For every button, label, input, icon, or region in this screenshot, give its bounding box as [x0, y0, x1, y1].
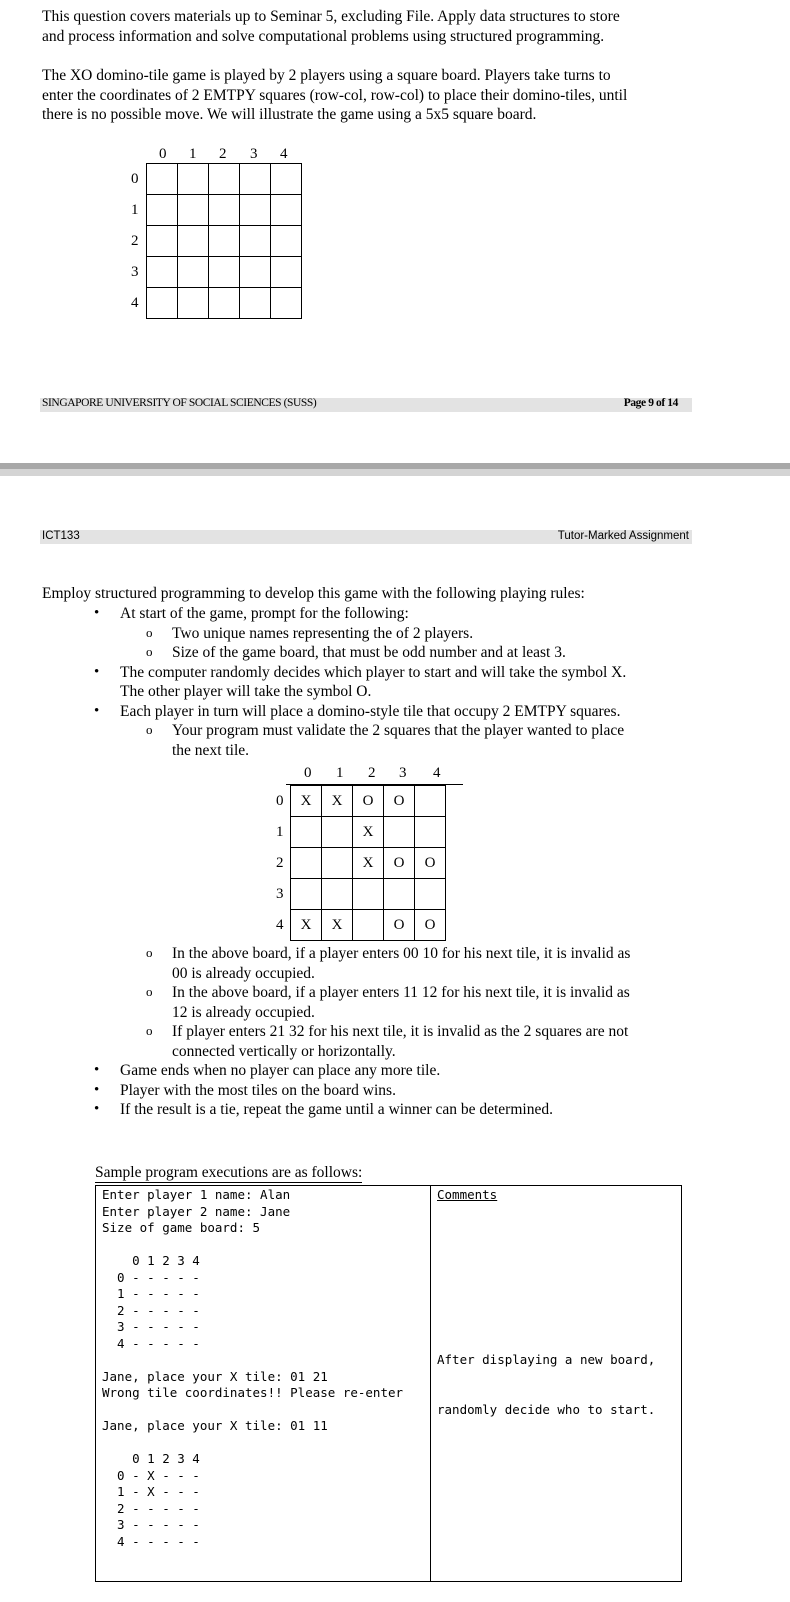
board-cell — [239, 256, 271, 288]
board-cell — [146, 194, 178, 226]
board-cell: O — [383, 847, 415, 879]
board-cell — [270, 256, 302, 288]
intro-paragraph — [42, 7, 742, 46]
board-cell — [239, 225, 271, 257]
bullet-winner: • Player with the most tiles on the board wins. — [42, 1081, 762, 1101]
header-course-code: ICT133 — [42, 530, 80, 542]
board-cell — [414, 785, 446, 817]
intro-line: and process information and solve computational problems using structured programming. — [42, 27, 605, 45]
board-cell — [239, 287, 271, 319]
footer-page-number: Page 9 of 14 — [623, 397, 678, 409]
board-cell — [208, 194, 240, 226]
board-cell — [321, 816, 353, 848]
board-cell — [177, 194, 209, 226]
page-footer — [40, 398, 692, 412]
row-label: 1 — [131, 202, 139, 218]
example-line: o In the above board, if a player enters 11 12 for his next tile, it is invalid as — [172, 984, 630, 1001]
sub-bullet-names: o Two unique names representing the of 2 players. — [42, 624, 762, 644]
example-line: 00 is already occupied. — [172, 964, 315, 982]
example-line: 12 is already occupied. — [172, 1003, 315, 1021]
empty-board-grid — [146, 163, 302, 319]
game-description-paragraph — [42, 66, 742, 125]
board-cell — [352, 909, 384, 941]
board-cell: O — [383, 909, 415, 941]
col-label: 1 — [189, 146, 197, 162]
board-cell — [208, 225, 240, 257]
sub-bullet-example-not-connected — [42, 1022, 762, 1061]
board-cell — [270, 225, 302, 257]
board-cell — [208, 287, 240, 319]
validate-line: o Your program must validate the 2 squares that the player wanted to place — [172, 722, 625, 739]
board-cell — [383, 816, 415, 848]
col-label: 1 — [336, 765, 344, 781]
example-line: o In the above board, if a player enters 00 10 for his next tile, it is invalid as — [172, 945, 631, 962]
board-cell — [208, 256, 240, 288]
example-line: connected vertically or horizontally. — [172, 1042, 396, 1060]
bullet-random — [42, 663, 762, 702]
bullet-random-line: • The computer randomly decides which player to start and will take the symbol X. — [120, 663, 627, 681]
board-cell — [383, 878, 415, 910]
bullet-start: • At start of the game, prompt for the following: — [42, 604, 762, 624]
bullet-random-line: The other player will take the symbol O. — [120, 683, 372, 700]
board-cell — [177, 287, 209, 319]
example-line: o If player enters 21 32 for his next tile, it is invalid as the 2 squares are not — [172, 1023, 629, 1040]
page-separator-shadow — [0, 469, 790, 476]
board-cell: O — [383, 785, 415, 817]
game-line: there is no possible move. We will illustrate the game using a 5x5 square board. — [42, 106, 537, 123]
board-cell — [270, 287, 302, 319]
board-cell — [270, 163, 302, 195]
sub-bullet-validate — [42, 721, 762, 760]
row-label: 2 — [131, 233, 139, 249]
rules-list — [42, 604, 762, 760]
empty-board-diagram — [118, 146, 318, 334]
row-label: 2 — [276, 855, 284, 871]
page-header — [40, 530, 692, 544]
validate-line: the next tile. — [172, 741, 250, 759]
footer-institution: SINGAPORE UNIVERSITY OF SOCIAL SCIENCES (SUSS) — [42, 397, 317, 409]
sub-bullet-example-occupied-00 — [42, 944, 762, 983]
rules-intro: Employ structured programming to develop this game with the following playing rules: — [42, 585, 585, 602]
board-cell — [290, 878, 322, 910]
bullet-tie: • If the result is a tie, repeat the game until a winner can be determined. — [42, 1100, 762, 1120]
board-cell: X — [321, 909, 353, 941]
board-cell: X — [290, 785, 322, 817]
bullet-tile: • Each player in turn will place a domino-style tile that occupy 2 EMTPY squares. — [42, 702, 762, 722]
comment-line: randomly decide who to start. — [437, 1401, 656, 1417]
row-label: 3 — [276, 886, 284, 902]
col-label: 4 — [280, 146, 288, 162]
sub-bullet-example-occupied-12 — [42, 983, 762, 1022]
bullet-game-end: • Game ends when no player can place any more tile. — [42, 1061, 762, 1081]
board-cell — [146, 225, 178, 257]
row-label: 3 — [131, 264, 139, 280]
sample-caption: Sample program executions are as follows: — [95, 1164, 363, 1181]
board-cell: O — [352, 785, 384, 817]
board-cell: X — [352, 847, 384, 879]
intro-line: This question covers materials up to Seminar 5, excluding File. Apply data structures to store — [42, 8, 620, 25]
board-cell — [414, 878, 446, 910]
board-cell — [321, 847, 353, 879]
board-cell — [177, 225, 209, 257]
row-label: 4 — [131, 295, 139, 311]
sample-column-divider — [430, 1186, 431, 1582]
board-cell: X — [352, 816, 384, 848]
board-cell: X — [321, 785, 353, 817]
game-line: The XO domino-tile game is played by 2 players using a square board. Players take turns to — [42, 67, 611, 84]
board-cell — [352, 878, 384, 910]
board-cell — [290, 847, 322, 879]
example-board-diagram — [272, 765, 472, 945]
col-label: 0 — [159, 146, 167, 162]
board-cell — [177, 163, 209, 195]
examples-list — [42, 944, 762, 1120]
row-label: 4 — [276, 917, 284, 933]
comments-header: Comments — [437, 1187, 498, 1202]
game-line: enter the coordinates of 2 EMTPY squares (row-col, row-col) to place their domino-tiles, until — [42, 86, 628, 104]
sub-bullet-size: o Size of the game board, that must be odd number and at least 3. — [42, 643, 762, 663]
col-label: 3 — [250, 146, 258, 162]
row-label: 0 — [131, 171, 139, 187]
board-cell — [177, 256, 209, 288]
comment-line: After displaying a new board, — [437, 1352, 656, 1367]
board-cell — [321, 878, 353, 910]
row-label: 0 — [276, 793, 284, 809]
row-label: 1 — [276, 824, 284, 840]
comment-block — [437, 1319, 655, 1451]
board-cell: O — [414, 909, 446, 941]
col-label: 4 — [433, 765, 441, 781]
col-label: 0 — [304, 765, 312, 781]
col-label: 2 — [368, 765, 376, 781]
board-cell: O — [414, 847, 446, 879]
board-cell — [208, 163, 240, 195]
board-cell — [146, 287, 178, 319]
col-label: 3 — [399, 765, 407, 781]
console-output: Enter player 1 name: Alan Enter player 2 name: Jane Size of game board: 5 0 1 2 3 4 0 - - - - - 1 - - - - - 2 - - - - - 3 - - - - - 4 - - - - - Jane, place your X tile: 01 21 Wrong tile coordinates!! Please re-enter Jane, place your X tile: 01 11 0 1 2 3 4 0 - X - - - 1 - X - - - 2 - - - - - 3 - - - - - 4 - - - - - — [102, 1187, 404, 1549]
board-cell — [239, 194, 271, 226]
sample-execution-table — [95, 1185, 682, 1582]
col-label: 2 — [219, 146, 227, 162]
header-doc-type: Tutor-Marked Assignment — [557, 530, 689, 542]
board-cell — [414, 816, 446, 848]
example-board-grid — [290, 785, 446, 941]
board-cell: X — [290, 909, 322, 941]
board-cell — [146, 163, 178, 195]
board-cell — [146, 256, 178, 288]
board-cell — [239, 163, 271, 195]
board-cell — [270, 194, 302, 226]
board-cell — [290, 816, 322, 848]
